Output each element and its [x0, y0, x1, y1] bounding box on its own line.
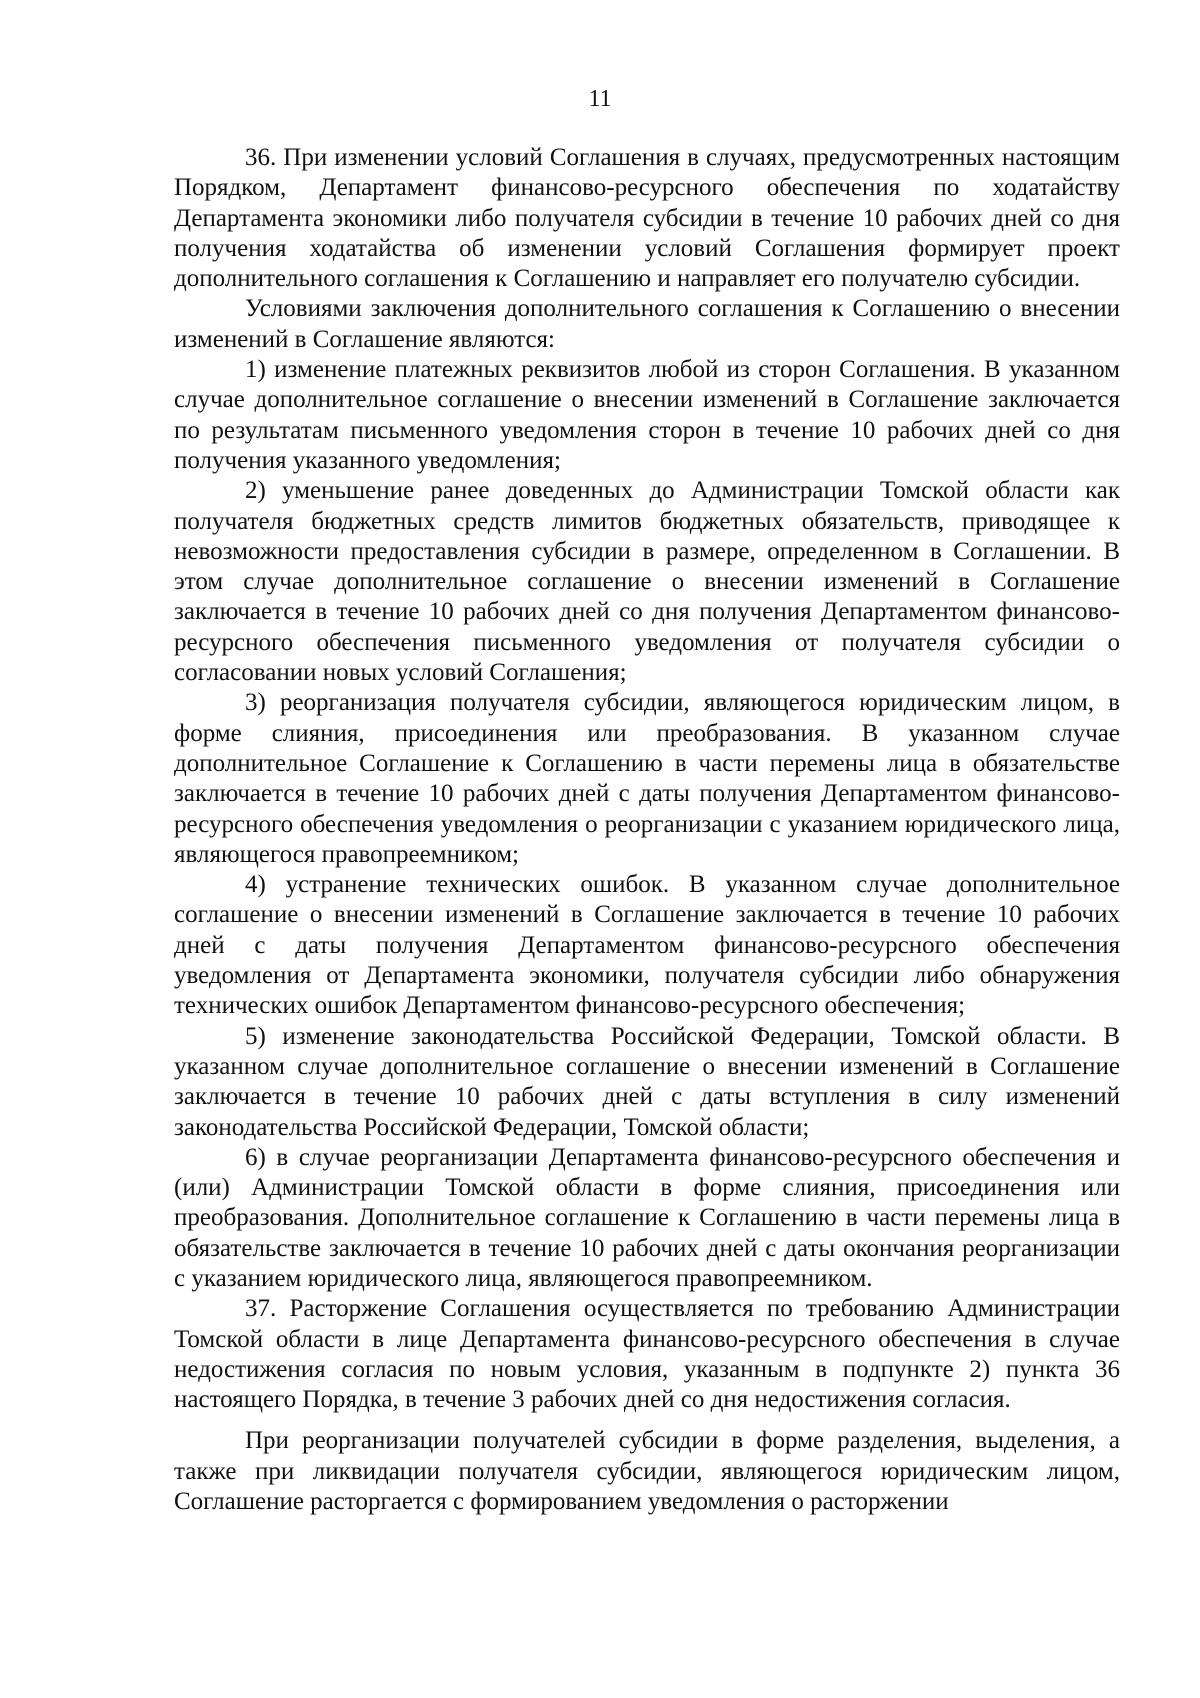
list-item-3: 3) реорганизация получателя субсидии, являющегося юридическим лицом, в форме слияния, присоединения или преобразования. В указанном случае дополнительное Соглашение к Соглашению в части перемены лица в обязательстве заключается в течение 10 рабочих дней с даты получения Департаментом финансово-ресурсного обеспечения уведомления о реорганизации с указанием юридического лица, являющегося правопреемником;	[174, 689, 1120, 868]
page-number: 11	[588, 86, 612, 112]
list-item-4: 4) устранение технических ошибок. В указанном случае дополнительное соглашение о внесении изменений в Соглашение заключается в течение 10 рабочих дней с даты получения Департаментом финансово-ресурсного обеспечения уведомления от Департамента экономики, получателя субсидии либо обнаружения технических ошибок Департаментом финансово-ресурсного обеспечения;	[174, 871, 1120, 1020]
list-item-2: 2) уменьшение ранее доведенных до Администрации Томской области как получателя бюджетных средств лимитов бюджетных обязательств, приводящее к невозможности предоставления субсидии в размере, определенном в Соглашении. В этом случае дополнительное соглашение о внесении изменений в Соглашение заключается в течение 10 рабочих дней со дня получения Департаментом финансово-ресурсного обеспечения письменного уведомления от получателя субсидии о согласовании новых условий Соглашения;	[174, 477, 1120, 687]
paragraph-36: 36. При изменении условий Соглашения в случаях, предусмотренных настоящим Порядком, Департамент финансово-ресурсного обеспечения по ходатайству Департамента экономики либо получателя субсидии в течение 10 рабочих дней со дня получения ходатайства об изменении условий Соглашения формирует проект дополнительного соглашения к Соглашению и направляет его получателю субсидии.	[174, 144, 1120, 293]
list-item-6: 6) в случае реорганизации Департамента финансово-ресурсного обеспечения и (или) Администрации Томской области в форме слияния, присоединения или преобразования. Дополнительное соглашение к Соглашению в части перемены лица в обязательстве заключается в течение 10 рабочих дней с даты окончания реорганизации с указанием юридического лица, являющегося правопреемником.	[174, 1143, 1120, 1292]
paragraph-37: 37. Расторжение Соглашения осуществляется по требованию Администрации Томской области в лице Департамента финансово-ресурсного обеспечения в случае недостижения согласия по новым условия, указанным в подпункте 2) пункта 36 настоящего Порядка, в течение 3 рабочих дней со дня недостижения согласия.	[174, 1295, 1120, 1414]
list-item-1: 1) изменение платежных реквизитов любой из сторон Соглашения. В указанном случае дополнительное соглашение о внесении изменений в Соглашение заключается по результатам письменного уведомления сторон в течение 10 рабочих дней со дня получения указанного уведомления;	[174, 356, 1120, 474]
paragraph-reorganization: При реорганизации получателей субсидии в форме разделения, выделения, а также при ликвидации получателя субсидии, являющегося юридическим лицом, Соглашение расторгается с формированием уведомления о расторжении	[174, 1427, 1120, 1516]
document-body	[174, 143, 1120, 1517]
list-item-5: 5) изменение законодательства Российской Федерации, Томской области. В указанном случае дополнительное соглашение о внесении изменений в Соглашение заключается в течение 10 рабочих дней с даты вступления в силу изменений законодательства Российской Федерации, Томской области;	[174, 1022, 1120, 1141]
paragraph-conditions-intro: Условиями заключения дополнительного соглашения к Соглашению о внесении изменений в Соглашение являются:	[174, 295, 1120, 353]
